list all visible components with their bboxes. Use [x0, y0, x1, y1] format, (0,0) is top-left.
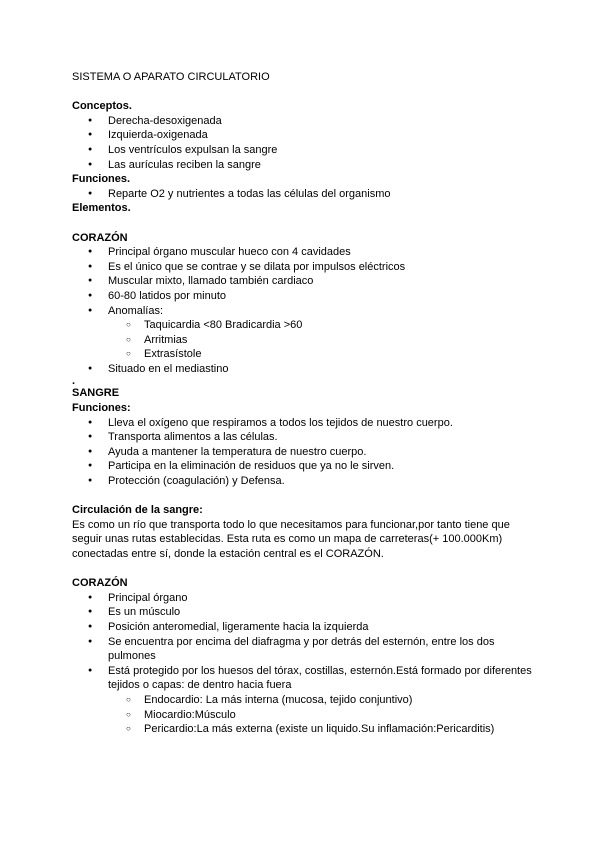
conceptos-list	[72, 114, 532, 172]
elementos-heading: Elementos.	[72, 202, 131, 215]
list-item: ● Los ventrículos expulsan la sangre	[72, 143, 532, 158]
document-content	[72, 70, 532, 737]
list-item: ● Principal órgano muscular hueco con 4 cavidades	[72, 245, 532, 260]
corazon-list-2	[72, 591, 532, 693]
list-item: ● Anomalías:	[72, 304, 532, 319]
list-item: ● Derecha-desoxigenada	[72, 114, 532, 129]
circulacion-heading: Circulación de la sangre:	[72, 504, 203, 517]
funciones-heading: Funciones.	[72, 173, 131, 186]
sangre-heading: SANGRE	[72, 387, 120, 400]
list-item: ● Principal órgano	[72, 591, 532, 606]
circulacion-paragraph: Es como un río que transporta todo lo que necesitamos para funcionar,por tanto tiene que seguir unas rutas establecidas. Esta ruta es como un mapa de carreteras(+ 100.000Km) conectadas entre sí, donde la estación central es el CORAZÓN.	[72, 518, 510, 560]
sub-list-item: ○ Arritmias	[72, 333, 532, 348]
list-item: ● 60-80 latidos por minuto	[72, 289, 532, 304]
sub-list-item: ○ Miocardio:Músculo	[72, 708, 532, 723]
list-item: ● Muscular mixto, llamado también cardiaco	[72, 274, 532, 289]
sangre-funciones-heading: Funciones:	[72, 402, 131, 415]
list-item: ● Izquierda-oxigenada	[72, 128, 532, 143]
list-item: ● Es un músculo	[72, 605, 532, 620]
list-item: ● Reparte O2 y nutrientes a todas las células del organismo	[72, 187, 532, 202]
list-item: ● Posición anteromedial, ligeramente hacia la izquierda	[72, 620, 532, 635]
sangre-list	[72, 416, 532, 489]
list-item: ● Es el único que se contrae y se dilata por impulsos eléctricos	[72, 260, 532, 275]
list-item: ● Protección (coagulación) y Defensa.	[72, 474, 532, 489]
sub-list-item: ○ Endocardio: La más interna (mucosa, tejido conjuntivo)	[72, 693, 532, 708]
corazon-heading-1: CORAZÓN	[72, 231, 128, 244]
list-item: ● Ayuda a mantener la temperatura de nuestro cuerpo.	[72, 445, 532, 460]
conceptos-heading: Conceptos.	[72, 100, 132, 113]
stray-dot: .	[72, 375, 76, 388]
anomalias-list	[72, 318, 532, 362]
sub-list-item: ○ Extrasístole	[72, 347, 532, 362]
list-item: ● Participa en la eliminación de residuos que ya no le sirven.	[72, 459, 532, 474]
corazon-list-1-end	[72, 362, 532, 377]
list-item: ● Lleva el oxígeno que respiramos a todos los tejidos de nuestro cuerpo.	[72, 416, 532, 431]
list-item: ● Transporta alimentos a las células.	[72, 430, 532, 445]
capas-list	[72, 693, 532, 737]
sub-list-item: ○ Taquicardia <80 Bradicardia >60	[72, 318, 532, 333]
corazon-list-1	[72, 245, 532, 318]
document-title: SISTEMA O APARATO CIRCULATORIO	[72, 71, 270, 83]
sub-list-item: ○ Pericardio:La más externa (existe un liquido.Su inflamación:Pericarditis)	[72, 722, 532, 737]
list-item: ● Situado en el mediastino	[72, 362, 532, 377]
list-item: ● Está protegido por los huesos del tórax, costillas, esternón.Está formado por diferentes tejidos o capas: de dentro hacia fuera	[72, 664, 532, 693]
funciones-list	[72, 187, 532, 202]
corazon-heading-2: CORAZÓN	[72, 577, 128, 590]
list-item: ● Se encuentra por encima del diafragma y por detrás del esternón, entre los dos pulmones	[72, 635, 532, 664]
list-item: ● Las aurículas reciben la sangre	[72, 158, 532, 173]
